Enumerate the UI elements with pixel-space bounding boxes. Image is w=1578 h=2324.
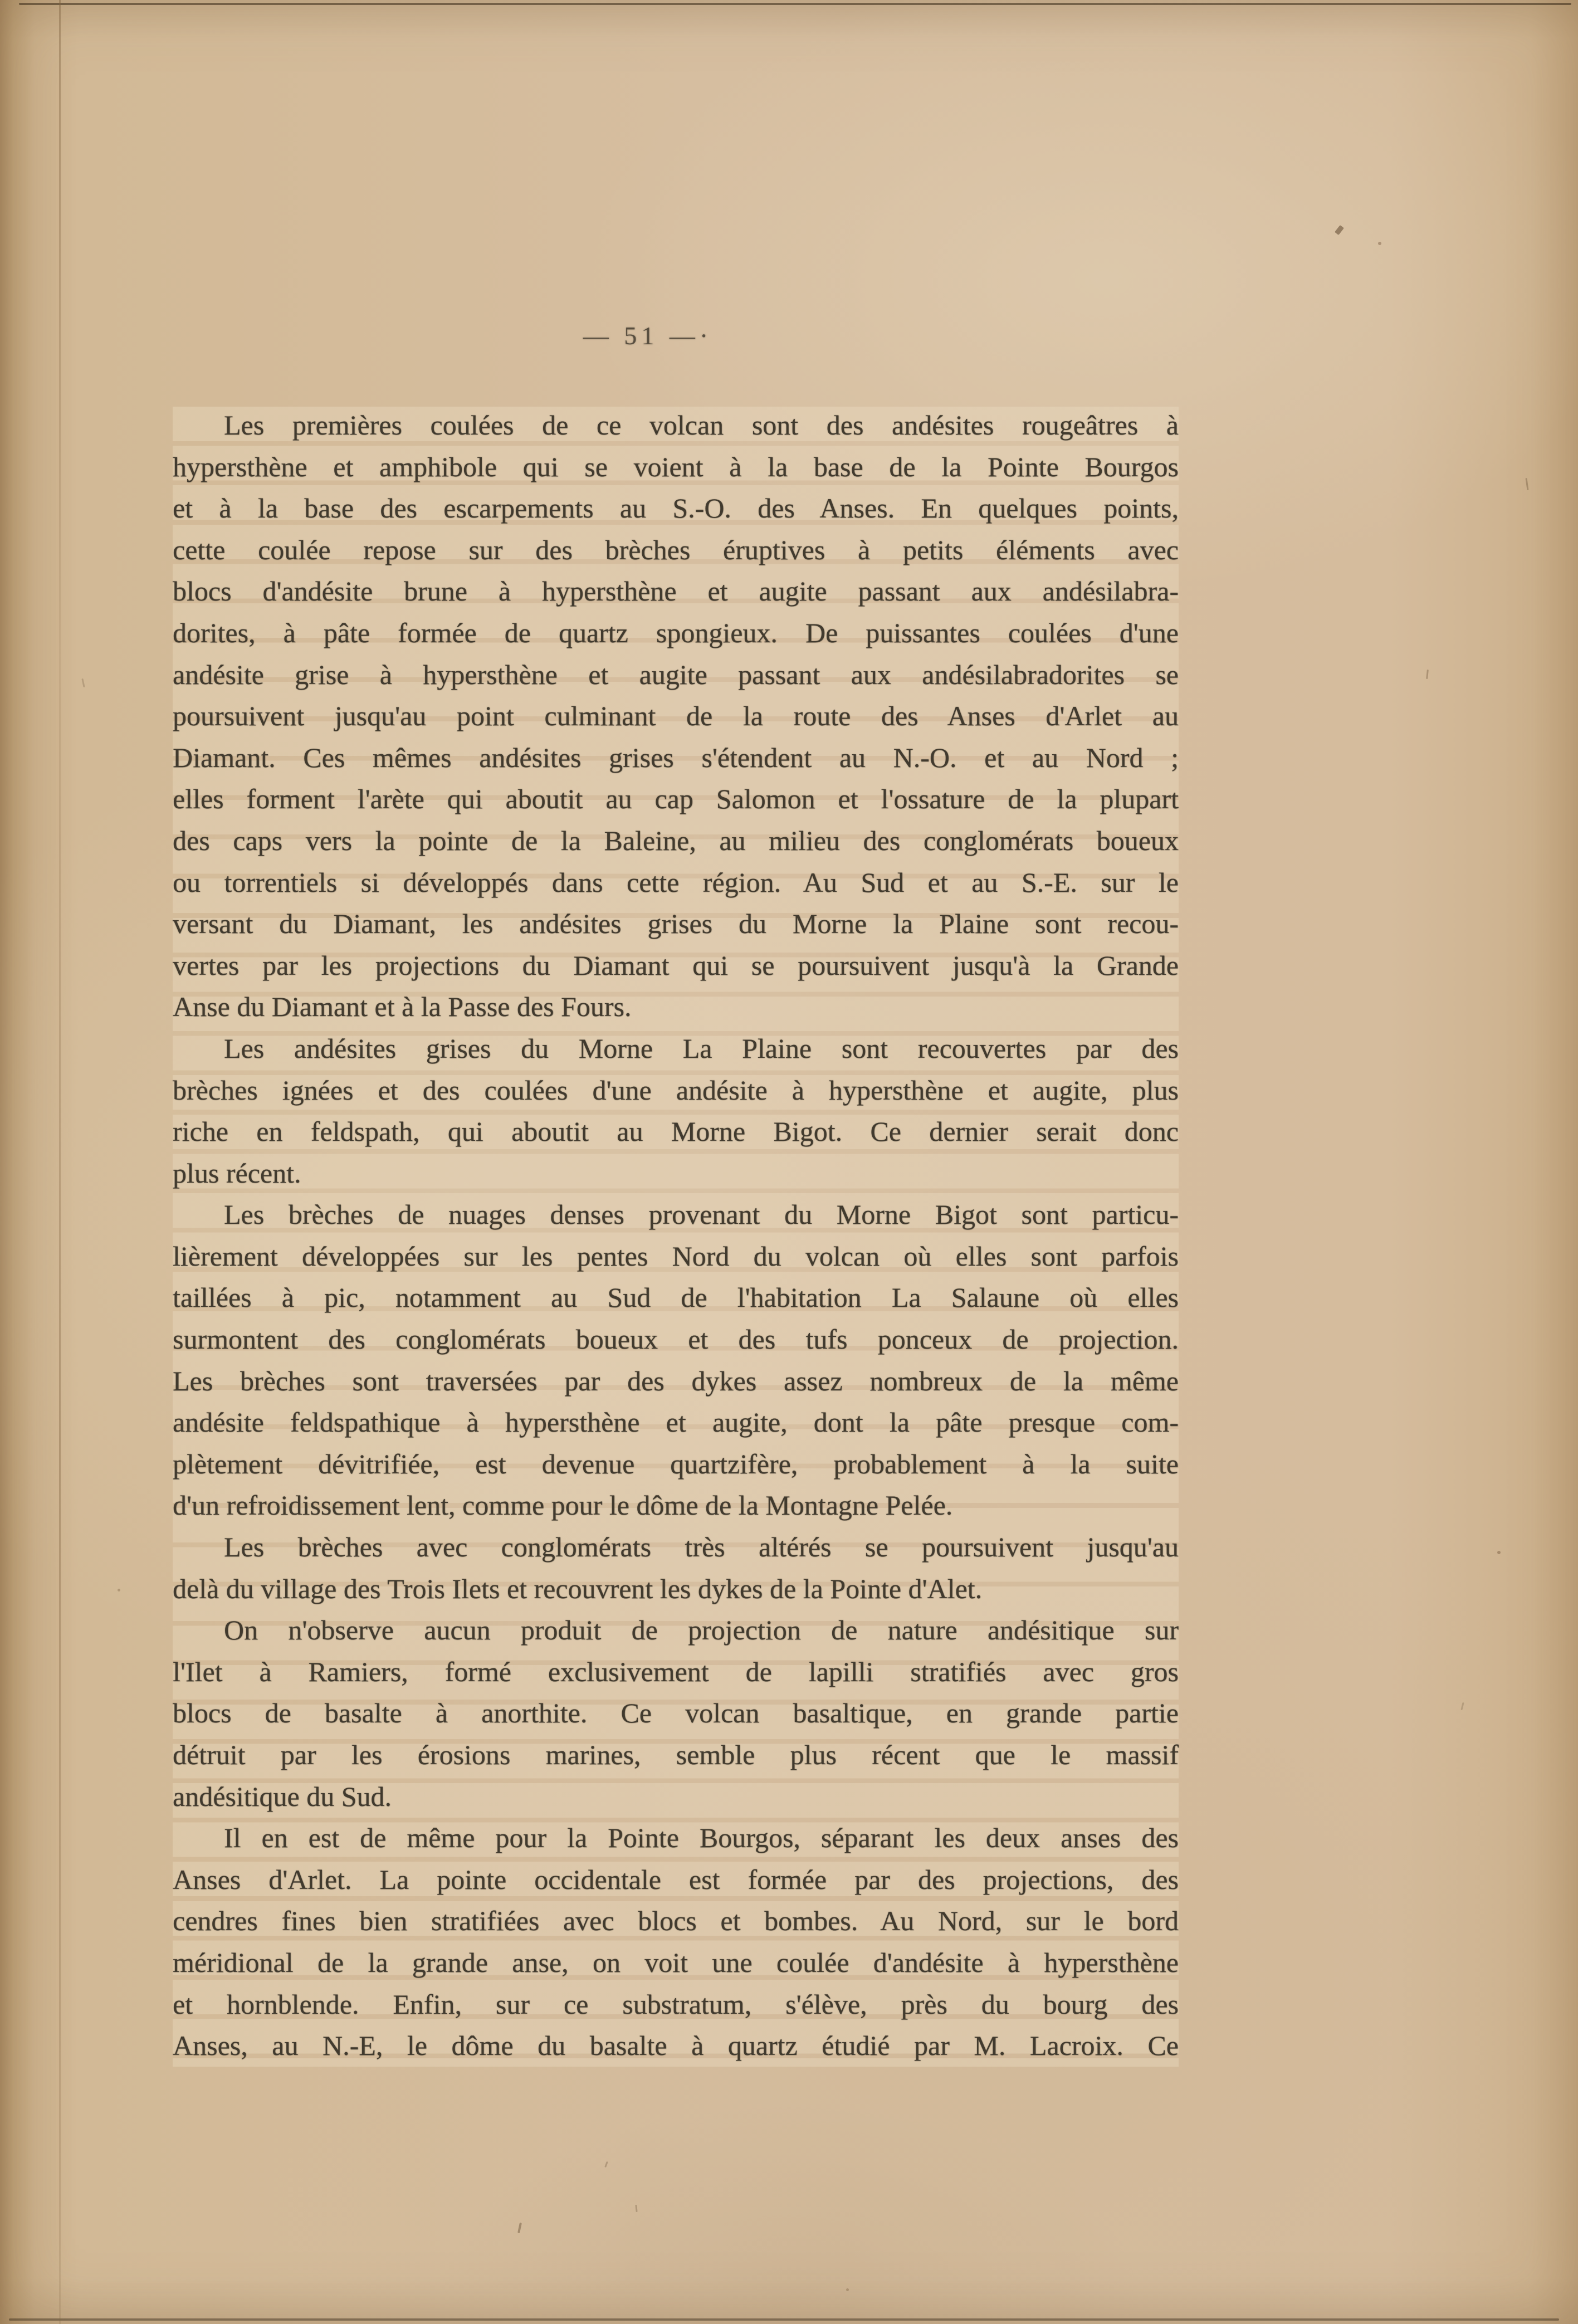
- text-line: Les andésites grises du Morne La Plaine sont recouvertes par des: [224, 1032, 1179, 1064]
- text-line: dorites, à pâte formée de quartz spongieux. De puissantes coulées d'une: [173, 617, 1179, 648]
- text-line: versant du Diamant, les andésites grises du Morne la Plaine sont recou-: [173, 908, 1179, 940]
- text-line: andésite grise à hypersthène et augite passant aux andésilabradorites se: [173, 658, 1179, 690]
- binding-crease: [59, 0, 61, 2324]
- text-line: poursuivent jusqu'au point culminant de la route des Anses d'Arlet au: [173, 700, 1179, 732]
- text-line: Il en est de même pour la Pointe Bourgos, séparant les deux anses des: [224, 1822, 1179, 1854]
- text-line: blocs de basalte à anorthite. Ce volcan basaltique, en grande partie: [173, 1697, 1179, 1729]
- paper-blemish: [846, 2288, 849, 2291]
- text-line: et à la base des escarpements au S.-O. des Anses. En quelques points,: [173, 492, 1179, 524]
- paper-blemish: [635, 2205, 637, 2212]
- paper-blemish: [1460, 1702, 1464, 1710]
- text-line: hypersthène et amphibole qui se voient à la base de la Pointe Bourgos: [173, 451, 1179, 482]
- paper-blemish: [1525, 478, 1528, 490]
- page-number: — 51 —·: [583, 321, 713, 350]
- text-line: plètement dévitrifiée, est devenue quartzifère, probablement à la suite: [173, 1448, 1179, 1480]
- text-line: l'Ilet à Ramiers, formé exclusivement de lapilli stratifiés avec gros: [173, 1656, 1179, 1687]
- text-line: détruit par les érosions marines, semble plus récent que le massif: [173, 1739, 1179, 1770]
- text-line: méridional de la grande anse, on voit une coulée d'andésite à hypersthène: [173, 1946, 1179, 1978]
- scan-edge-top: [19, 3, 1571, 5]
- text-line: Anse du Diamant et à la Passe des Fours.: [173, 991, 632, 1023]
- paper-blemish: [1426, 670, 1429, 679]
- text-line: vertes par les projections du Diamant qui se poursuivent jusqu'à la Grande: [173, 949, 1179, 981]
- text-line: brèches ignées et des coulées d'une andésite à hypersthène et augite, plus: [173, 1074, 1179, 1106]
- paper-blemish: [1335, 225, 1344, 235]
- text-line: Diamant. Ces mêmes andésites grises s'étendent au N.-O. et au Nord ;: [173, 741, 1179, 773]
- text-line: cette coulée repose sur des brèches éruptives à petits éléments avec: [173, 534, 1179, 565]
- paper-blemish: [517, 2223, 522, 2233]
- text-line: Anses, au N.-E, le dôme du basalte à quartz étudié par M. Lacroix. Ce: [173, 2030, 1179, 2062]
- text-line: et hornblende. Enfin, sur ce substratum, s'élève, près du bourg des: [173, 1988, 1179, 2020]
- text-line: ou torrentiels si développés dans cette région. Au Sud et au S.-E. sur le: [173, 866, 1179, 898]
- scan-edge-bottom: [9, 2318, 1559, 2321]
- text-line: surmontent des conglomérats boueux et des tufs ponceux de projection.: [173, 1324, 1179, 1355]
- text-line: andésitique du Sud.: [173, 1780, 392, 1812]
- paper-blemish: [1497, 1551, 1501, 1554]
- text-line: plus récent.: [173, 1157, 301, 1189]
- text-line: taillées à pic, notamment au Sud de l'habitation La Salaune où elles: [173, 1282, 1179, 1314]
- paper-blemish: [1378, 242, 1381, 245]
- paper-blemish: [604, 2161, 608, 2167]
- text-line: elles forment l'arète qui aboutit au cap Salomon et l'ossature de la plupart: [173, 783, 1179, 815]
- text-line: lièrement développées sur les pentes Nord du volcan où elles sont parfois: [173, 1240, 1179, 1272]
- text-block: [173, 404, 1179, 2067]
- text-line: des caps vers la pointe de la Baleine, au milieu des conglomérats boueux: [173, 824, 1179, 856]
- text-line: On n'observe aucun produit de projection de nature andésitique sur: [224, 1614, 1179, 1646]
- text-line: Les brèches de nuages denses provenant du Morne Bigot sont particu-: [224, 1199, 1179, 1231]
- text-line: Les premières coulées de ce volcan sont des andésites rougeâtres à: [224, 409, 1179, 441]
- text-line: riche en feldspath, qui aboutit au Morne Bigot. Ce dernier serait donc: [173, 1116, 1179, 1148]
- text-line: blocs d'andésite brune à hypersthène et augite passant aux andésilabra-: [173, 575, 1179, 607]
- paper-blemish: [81, 678, 85, 687]
- text-line: cendres fines bien stratifiées avec blocs et bombes. Au Nord, sur le bord: [173, 1905, 1179, 1937]
- paper-blemish: [118, 1589, 120, 1591]
- text-line: Les brèches avec conglomérats très altérés se poursuivent jusqu'au: [224, 1531, 1179, 1563]
- text-line: Les brèches sont traversées par des dykes assez nombreux de la même: [173, 1365, 1179, 1397]
- text-line: d'un refroidissement lent, comme pour le dôme de la Montagne Pelée.: [173, 1490, 953, 1521]
- text-line: delà du village des Trois Ilets et recouvrent les dykes de la Pointe d'Alet.: [173, 1573, 983, 1604]
- text-line: andésite feldspathique à hypersthène et augite, dont la pâte presque com-: [173, 1407, 1179, 1438]
- text-line: Anses d'Arlet. La pointe occidentale est formée par des projections, des: [173, 1863, 1179, 1895]
